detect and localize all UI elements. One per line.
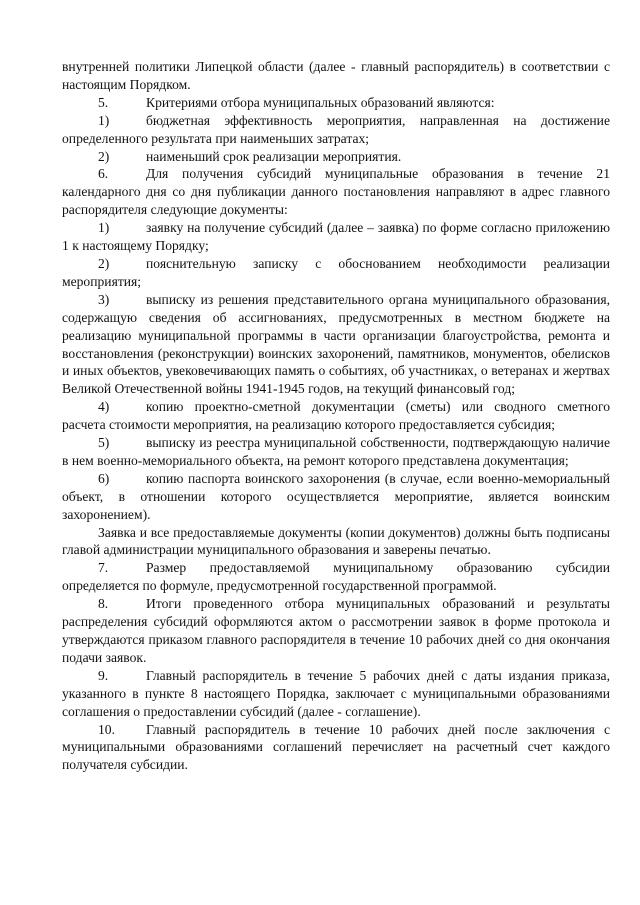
paragraph [62, 291, 610, 398]
paragraph-text: наименьший срок реализации мероприятия. [146, 148, 402, 164]
paragraph-text: пояснительную записку с обоснованием необходимости реализации мероприятия; [62, 255, 610, 289]
paragraph-number: 5) [98, 435, 110, 451]
paragraph [62, 595, 610, 667]
paragraph-text: копию паспорта воинского захоронения (в случае, если военно-мемориальный объект, в отношении которого осуществляется мероприятие, является воинским захоронением). [62, 470, 610, 522]
paragraph-text: Для получения субсидий муниципальные образования в течение 21 календарного дня со дня публикации данного постановления направляют в адрес главного распорядителя следующие документы: [62, 166, 610, 218]
paragraph-text: Главный распорядитель в течение 10 рабочих дней после заключения с муниципальными образованиями соглашений перечисляет на расчетный счет каждого получателя субсидии. [62, 721, 610, 773]
paragraph [62, 112, 610, 148]
paragraph-text: внутренней политики Липецкой области (далее - главный распорядитель) в соответствии с настоящим Порядком. [62, 59, 610, 92]
paragraph [62, 165, 610, 219]
paragraph-number: 2) [98, 255, 110, 271]
paragraph [62, 721, 610, 775]
paragraph-text: Итоги проведенного отбора муниципальных образований и результаты распределения субсидий оформляются актом о рассмотрении заявок в форме протокола и утверждаются приказом главного распорядителя в течение 10 рабочих дней со дня окончания подачи заявок. [62, 596, 610, 665]
paragraph-text: Критериями отбора муниципальных образований являются: [146, 94, 495, 110]
paragraph-number: 4) [98, 399, 110, 415]
paragraph [62, 434, 610, 470]
paragraph [62, 219, 610, 255]
paragraph-number: 10. [98, 721, 115, 737]
paragraph-number: 2) [98, 148, 110, 164]
paragraph-number: 1) [98, 112, 110, 128]
paragraph-number: 6. [98, 166, 109, 182]
paragraph-text: заявку на получение субсидий (далее – заявка) по форме согласно приложению 1 к настоящему Порядку; [62, 220, 610, 254]
paragraph-number: 7. [98, 560, 109, 576]
paragraph [62, 559, 610, 595]
paragraph-number: 9. [98, 667, 109, 683]
paragraph [62, 524, 610, 560]
paragraph-text: бюджетная эффективность мероприятия, направленная на достижение определенного результата при наименьших затратах; [62, 112, 610, 146]
paragraph [62, 667, 610, 721]
paragraph [62, 58, 610, 94]
paragraph-number: 6) [98, 470, 110, 486]
paragraph-number: 3) [98, 291, 110, 307]
paragraph-text: Главный распорядитель в течение 5 рабочих дней с даты издания приказа, указанного в пункте 8 настоящего Порядка, заключает с муниципальными образованиями соглашения о предоставлении субсидий (далее - соглашение). [62, 667, 610, 719]
paragraph-text: Заявка и все предоставляемые документы (копии документов) должны быть подписаны главой администрации муниципального образования и заверены печатью. [62, 524, 610, 558]
paragraph-text: Размер предоставляемой муниципальному образованию субсидии определяется по формуле, предусмотренной государственной программой. [62, 560, 610, 594]
paragraph [62, 398, 610, 434]
paragraph-number: 1) [98, 220, 110, 236]
paragraph-number: 5. [98, 94, 109, 110]
paragraph-text: выписку из решения представительного органа муниципального образования, содержащую сведения об ассигнованиях, предусмотренных в местном бюджете на реализацию муниципальной программы в части организации благоустройства, ремонта и восстановления (реконструкции) воинских захоронений, памятников, монументов, обелисков и иных объектов, увековечивающих память о событиях, об участниках, о ветеранах и жертвах Великой Отечественной войны 1941-1945 годов, на текущий финансовый год; [62, 291, 610, 397]
paragraph [62, 255, 610, 291]
document-page [62, 58, 610, 774]
paragraph [62, 470, 610, 524]
paragraph-text: копию проектно-сметной документации (сметы) или сводного сметного расчета стоимости мероприятия, на реализацию которого предоставляется субсидия; [62, 399, 610, 433]
paragraph-text: выписку из реестра муниципальной собственности, подтверждающую наличие в нем военно-мемориального объекта, на ремонт которого представлена документация; [62, 435, 610, 468]
paragraph [62, 94, 610, 112]
paragraph-number: 8. [98, 596, 109, 612]
paragraph [62, 148, 610, 166]
